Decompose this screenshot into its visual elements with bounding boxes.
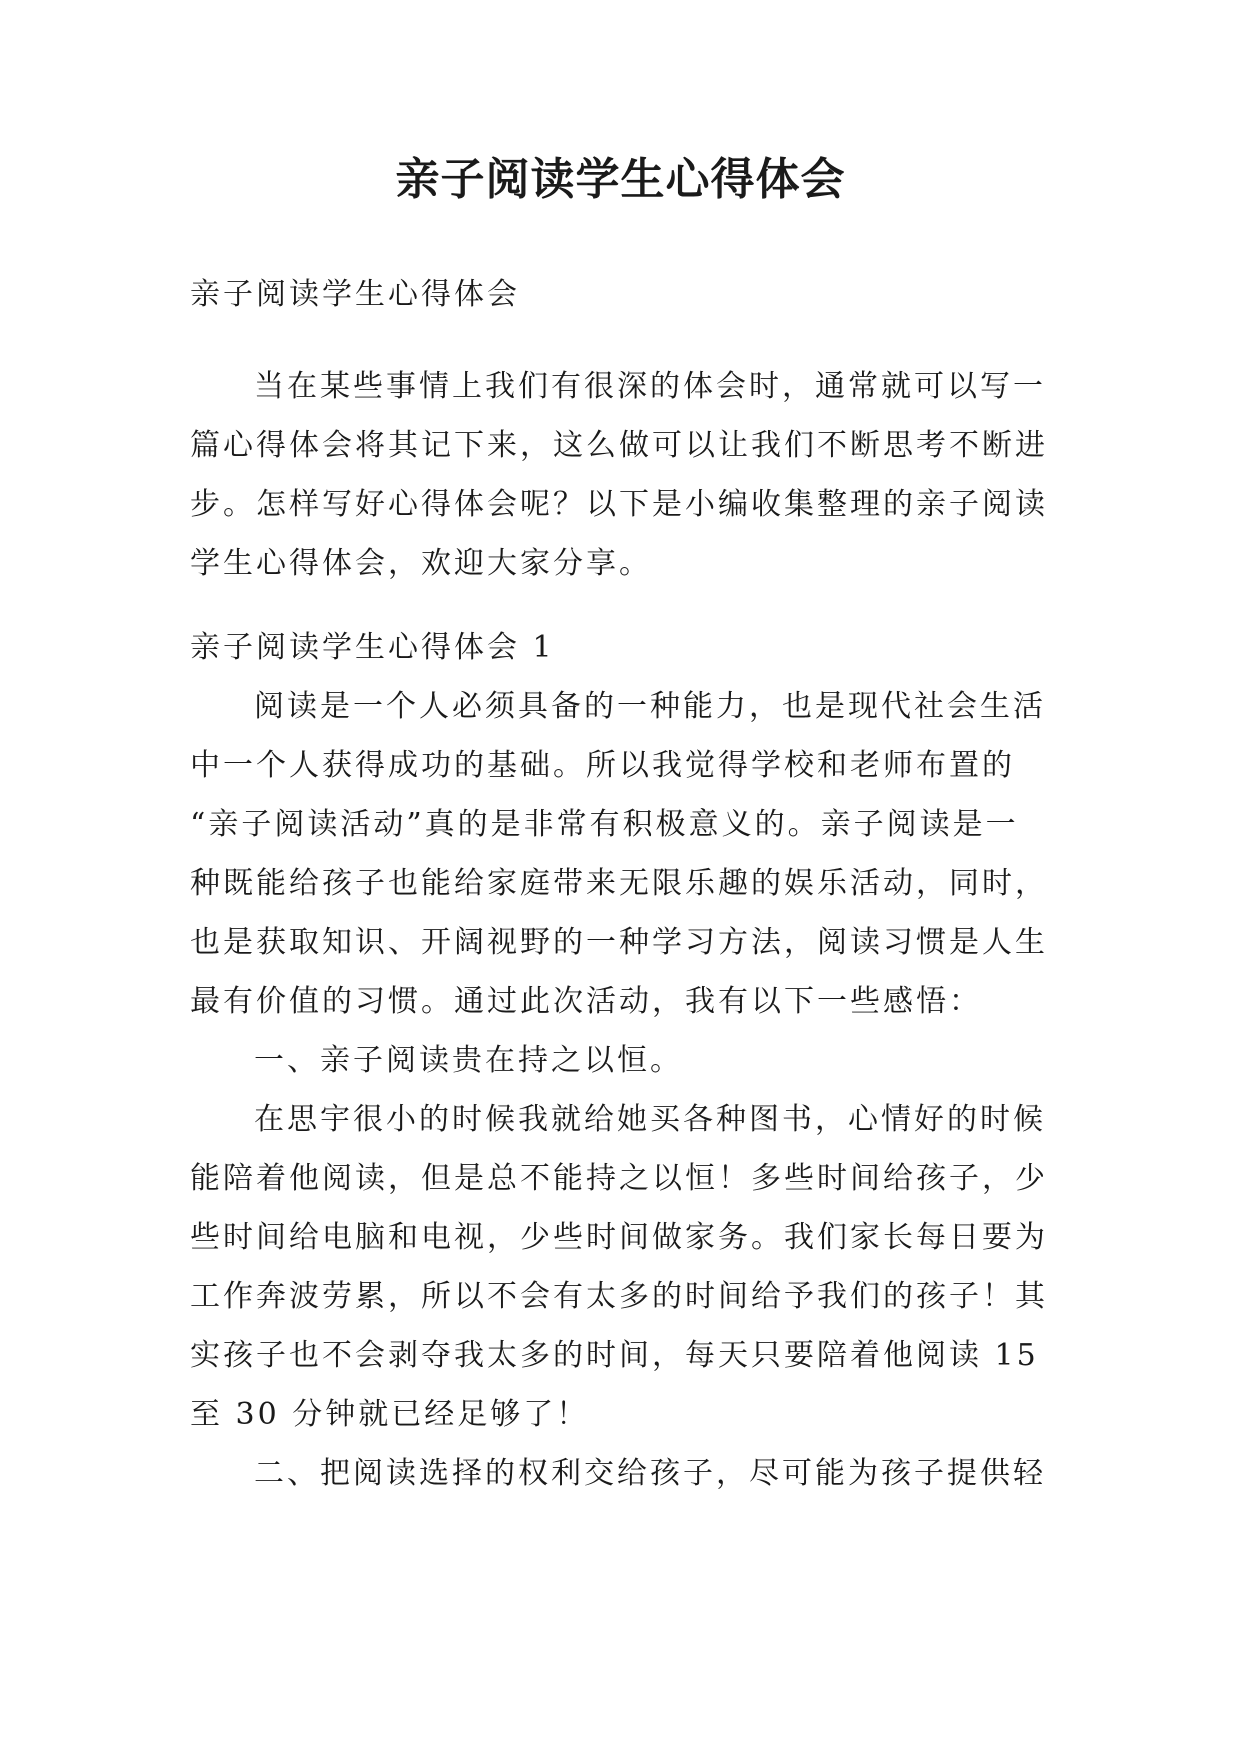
intro-line: 篇心得体会将其记下来，这么做可以让我们不断思考不断进	[190, 428, 1048, 463]
body-line: 也是获取知识、开阔视野的一种学习方法，阅读习惯是人生	[190, 925, 1048, 960]
page-title: 亲子阅读学生心得体会	[395, 154, 846, 205]
body-line: “亲子阅读活动”真的是非常有积极意义的。亲子阅读是一	[190, 807, 1019, 842]
subtitle-text: 亲子阅读学生心得体会	[190, 277, 520, 312]
intro-line: 当在某些事情上我们有很深的体会时，通常就可以写一	[254, 369, 1046, 404]
body-line: 阅读是一个人必须具备的一种能力，也是现代社会生活	[254, 689, 1046, 724]
point-heading: 一、亲子阅读贵在持之以恒。	[254, 1043, 683, 1078]
section-1	[190, 618, 1060, 1503]
body-line: 些时间给电脑和电视，少些时间做家务。我们家长每日要为	[190, 1220, 1048, 1255]
body-line: 至 30 分钟就已经足够了！	[190, 1397, 590, 1432]
body-line: 种既能给孩子也能给家庭带来无限乐趣的娱乐活动，同时，	[190, 866, 1048, 901]
document-subtitle	[190, 265, 1060, 324]
intro-paragraph	[190, 357, 1060, 593]
section-heading: 亲子阅读学生心得体会 1	[190, 630, 555, 665]
body-line: 能陪着他阅读，但是总不能持之以恒！多些时间给孩子，少	[190, 1161, 1048, 1196]
body-line: 工作奔波劳累，所以不会有太多的时间给予我们的孩子！其	[190, 1279, 1048, 1314]
body-line: 在思宇很小的时候我就给她买各种图书，心情好的时候	[254, 1102, 1046, 1137]
body-line: 实孩子也不会剥夺我太多的时间，每天只要陪着他阅读 15	[190, 1338, 1039, 1373]
point-heading: 二、把阅读选择的权利交给孩子，尽可能为孩子提供轻	[254, 1456, 1046, 1491]
body-line: 最有价值的习惯。通过此次活动，我有以下一些感悟：	[190, 984, 982, 1019]
intro-line: 步。怎样写好心得体会呢？以下是小编收集整理的亲子阅读	[190, 487, 1048, 522]
intro-line: 学生心得体会，欢迎大家分享。	[190, 546, 652, 581]
body-line: 中一个人获得成功的基础。所以我觉得学校和老师布置的	[190, 748, 1015, 783]
